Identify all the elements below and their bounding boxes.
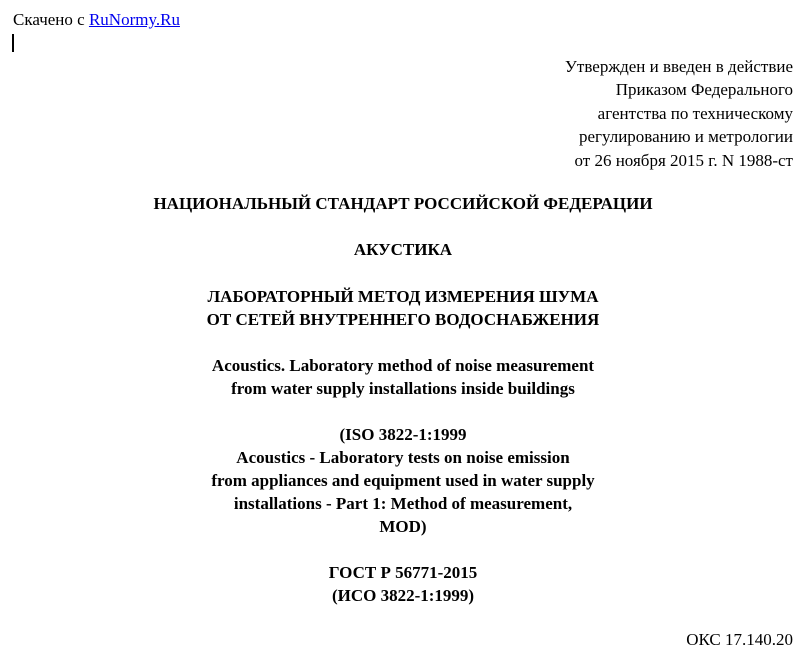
iso-line: installations - Part 1: Method of measurement, [233,494,573,513]
title-ru-line: ЛАБОРАТОРНЫЙ МЕТОД ИЗМЕРЕНИЯ ШУМА [207,287,599,306]
designation-line: ГОСТ Р 56771-2015 [328,563,478,582]
designation-line: (ИСО 3822-1:1999) [331,586,475,605]
approval-line: от 26 ноября 2015 г. N 1988-ст [574,150,793,170]
iso-reference [0,423,799,538]
title-ru-line: ОТ СЕТЕЙ ВНУТРЕННЕГО ВОДОСНАБЖЕНИЯ [206,310,600,329]
approval-line: регулированию и метрологии [578,127,793,147]
iso-line: (ISO 3822-1:1999 [339,425,467,444]
title-en-line: Acoustics. Laboratory method of noise measurement [211,356,595,375]
oks-code: ОКС 17.140.20 [686,630,793,649]
title-en-line: from water supply installations inside buildings [231,379,575,398]
approval-block [565,55,793,172]
heading-text: НАЦИОНАЛЬНЫЙ СТАНДАРТ РОССИЙСКОЙ ФЕДЕРАЦИИ [153,194,653,213]
approval-line: Приказом Федерального [615,80,793,100]
iso-line: Acoustics - Laboratory tests on noise emission [236,448,570,467]
subject-heading [0,238,799,261]
standard-designation [0,561,799,607]
approval-line: Утвержден и введен в действие [564,57,793,76]
title-english [0,354,799,400]
subject-text: АКУСТИКА [353,240,453,259]
runormy-link[interactable]: RuNormy.Ru [88,10,180,29]
source-line [13,9,180,31]
text-cursor [12,34,14,52]
standard-heading [0,192,799,215]
approval-line: агентства по техническому [597,103,793,123]
iso-line: MOD) [379,517,427,536]
iso-line: from appliances and equipment used in water supply [211,471,595,490]
title-russian [0,285,799,331]
source-prefix: Скачено с [13,10,89,29]
